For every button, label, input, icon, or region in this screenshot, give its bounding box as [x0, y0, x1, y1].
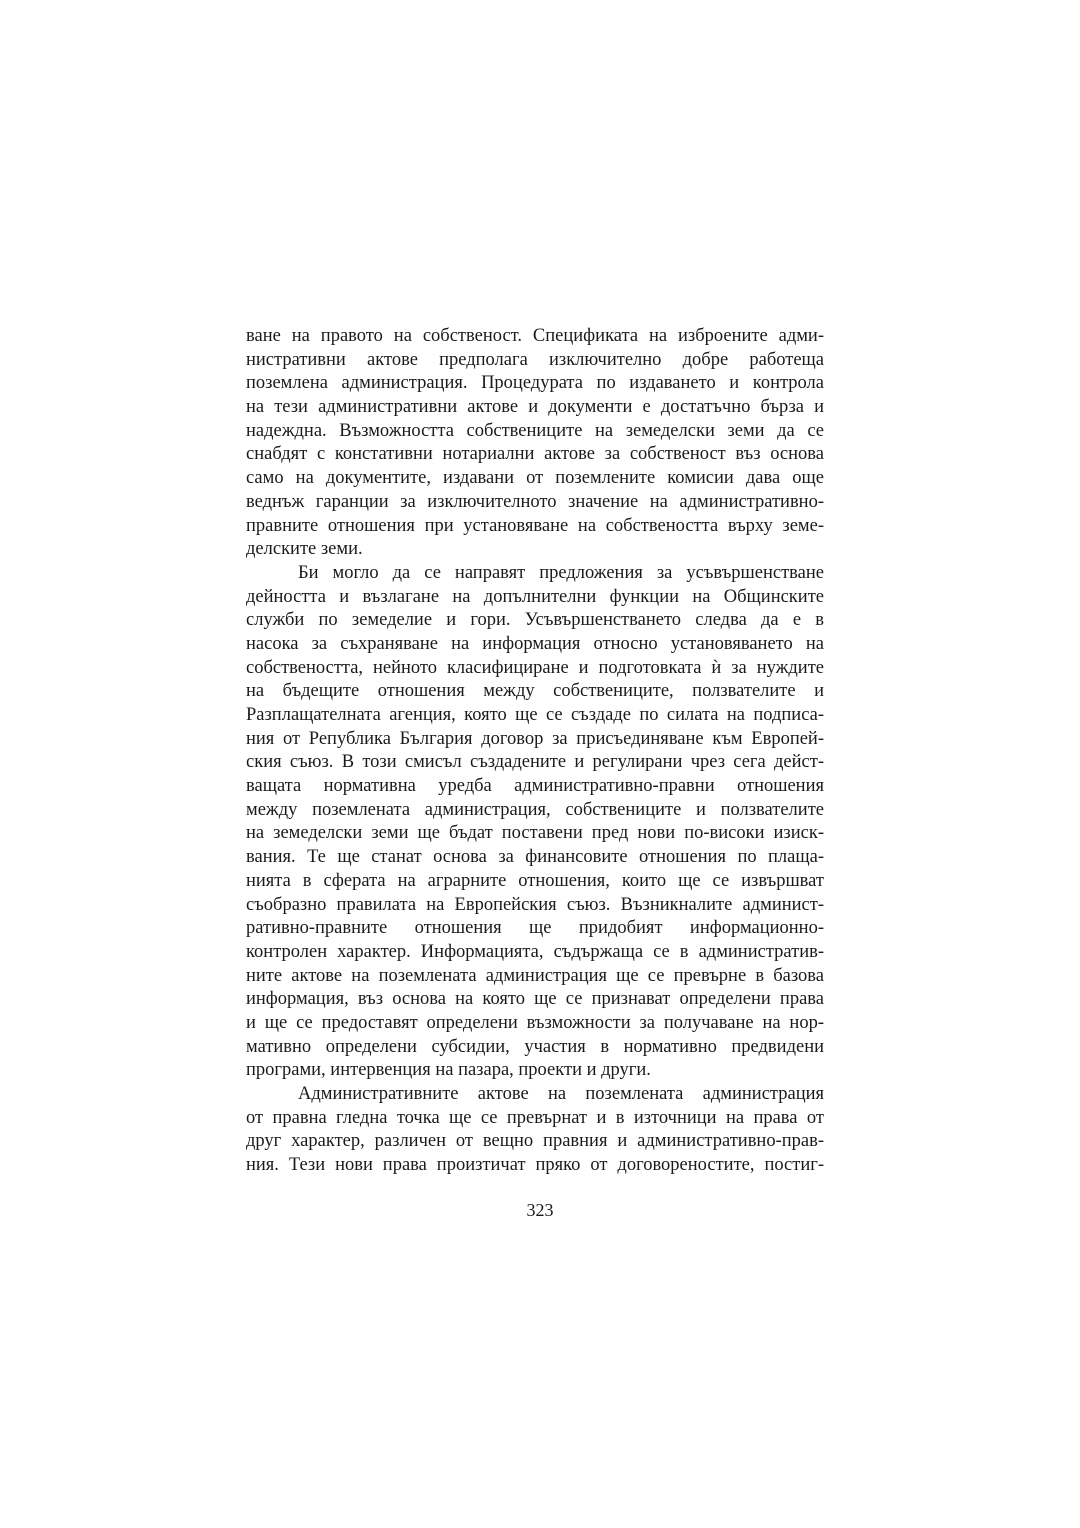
paragraph	[246, 325, 824, 562]
body-text	[246, 325, 824, 1178]
text-line: ния от Република България договор за присъединяване към Европей-	[246, 728, 824, 749]
paragraph	[246, 1083, 824, 1178]
text-line: поземлена администрация. Процедурата по издаването и контрола	[246, 373, 824, 394]
text-line: вания. Те ще станат основа за финансовите отношения по плаща-	[246, 847, 824, 868]
text-line: мативно определени субсидии, участия в нормативно предвидени	[246, 1036, 824, 1057]
paragraph	[246, 562, 824, 1083]
text-line: делските земи.	[246, 539, 363, 560]
text-line: Разплащателната агенция, която ще се създаде по силата на подписа-	[246, 705, 824, 725]
text-line: ския съюз. В този смисъл създадените и регулирани чрез сега дейст-	[246, 752, 824, 773]
text-line: програми, интервенция на пазара, проекти и други.	[246, 1060, 651, 1081]
text-line: нистративни актове предполага изключително добре работеща	[246, 349, 824, 370]
text-line: информация, въз основа на която ще се признават определени права	[246, 989, 824, 1010]
text-line: между поземлената администрация, собствениците и ползвателите	[246, 799, 824, 820]
text-line: само на документите, издавани от поземлените комисии дава още	[246, 468, 824, 489]
text-line: и ще се предоставят определени възможности за получаване на нор-	[246, 1012, 824, 1033]
text-line: ващата нормативна уредба административно-правни отношения	[246, 776, 824, 797]
text-line: правните отношения при установяване на собствеността върху земе-	[246, 515, 824, 536]
text-line: нията в сферата на аграрните отношения, които ще се извършват	[246, 870, 824, 891]
text-line: на бъдещите отношения между собствениците, ползвателите и	[246, 681, 824, 702]
text-line: насока за съхраняване на информация относно установяването на	[246, 633, 824, 654]
text-line: съобразно правилата на Европейския съюз. Възникналите админист-	[246, 894, 824, 915]
text-line: ните актове на поземлената администрация ще се превърне в базова	[246, 965, 824, 986]
text-line: ване на правото на собственост. Спецификата на изброените адми-	[246, 326, 824, 346]
text-line: дейността и възлагане на допълнителни функции на Общинските	[246, 586, 824, 607]
text-line: на земеделски земи ще бъдат поставени пред нови по-високи изиск-	[246, 823, 824, 844]
text-line: надеждна. Възможността собствениците на земеделски земи да се	[246, 420, 824, 441]
page-number: 323	[526, 1200, 554, 1220]
text-line: ния. Тези нови права произтичат пряко от договореностите, постиг-	[246, 1155, 824, 1176]
text-line: Административните актове на поземлената администрация	[298, 1084, 824, 1104]
text-line: ративно-правните отношения ще придобият информационно-	[246, 918, 824, 939]
text-line: на тези административни актове и документи е достатъчно бърза и	[246, 397, 824, 418]
text-line: служби по земеделие и гори. Усъвършенстването следва да е в	[246, 610, 824, 631]
text-line: от правна гледна точка ще се превърнат и в източници на права от	[246, 1107, 824, 1128]
text-line: контролен характер. Информацията, съдържаща се в административ-	[246, 941, 824, 962]
text-line: собствеността, нейното класифициране и подготовката ѝ за нуждите	[246, 657, 824, 678]
text-line: веднъж гаранции за изключителното значение на административно-	[246, 491, 824, 512]
text-line: снабдят с констативни нотариални актове за собственост въз основа	[246, 444, 824, 465]
text-line: друг характер, различен от вещно правния и административно-прав-	[246, 1131, 824, 1152]
text-line: Би могло да се направят предложения за усъвършенстване	[298, 562, 824, 583]
